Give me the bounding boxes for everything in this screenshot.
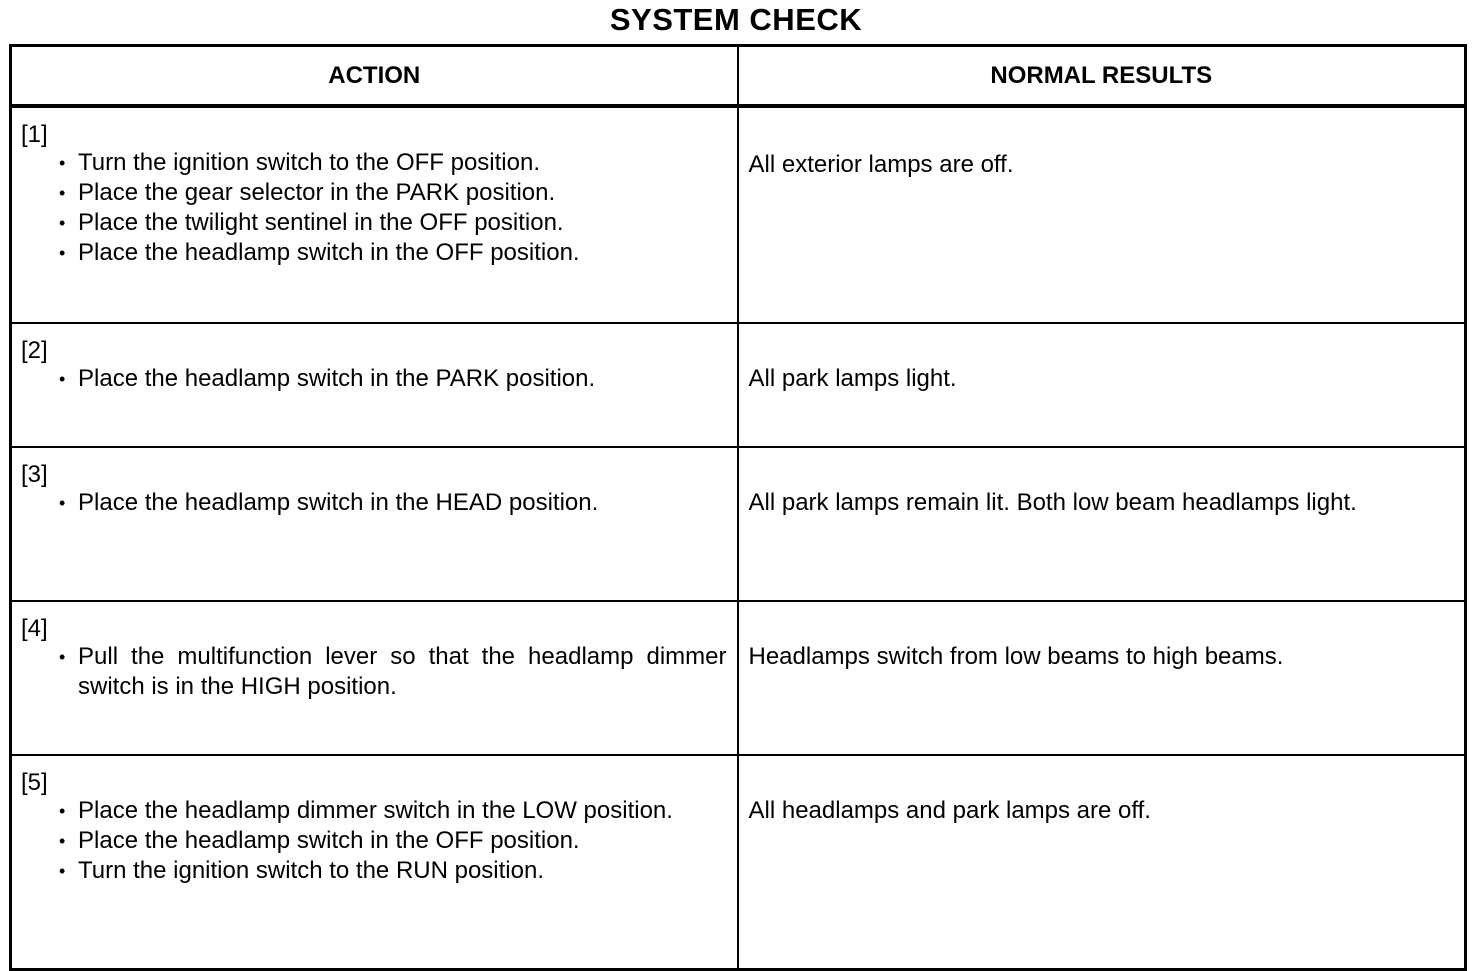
action-item: • Place the headlamp switch in the OFF position. [59, 827, 580, 854]
header-row [11, 46, 1466, 107]
table-row [11, 323, 1466, 447]
result-cell [738, 106, 1466, 323]
bullet-icon: • [59, 243, 66, 263]
result-text: Headlamps switch from low beams to high beams. [748, 643, 1284, 670]
action-cell [11, 323, 738, 447]
action-list [21, 796, 727, 886]
bullet-icon: • [59, 801, 66, 821]
table-row [11, 601, 1466, 755]
action-item: • Place the headlamp switch in the HEAD position. [59, 489, 599, 516]
result-text: All park lamps light. [748, 365, 957, 392]
action-cell [11, 755, 738, 970]
result-text: All headlamps and park lamps are off. [748, 797, 1151, 824]
result-text: All park lamps remain lit. Both low beam headlamps light. [748, 489, 1357, 516]
table-row [11, 447, 1466, 601]
action-cell [11, 601, 738, 755]
bullet-icon: • [59, 493, 66, 513]
action-cell [11, 106, 738, 323]
action-list [21, 148, 727, 268]
action-item: • Place the headlamp dimmer switch in the LOW position. [59, 797, 673, 824]
table-row [11, 106, 1466, 323]
action-item: • Place the headlamp switch in the PARK position. [59, 365, 596, 392]
bullet-icon: • [59, 369, 66, 389]
action-item: • Turn the ignition switch to the OFF position. [59, 149, 540, 176]
bullet-icon: • [59, 831, 66, 851]
step-label: [2] [21, 337, 48, 364]
step-label: [3] [21, 461, 48, 488]
bullet-icon: • [59, 183, 66, 203]
step-label: [5] [21, 769, 48, 796]
system-check-table [9, 44, 1467, 971]
result-cell [738, 447, 1466, 601]
step-label: [1] [21, 121, 48, 148]
action-list [21, 364, 727, 394]
normal-results-column-header: NORMAL RESULTS [738, 46, 1466, 107]
bullet-icon: • [59, 153, 66, 173]
action-item: • Place the headlamp switch in the OFF position. [59, 239, 580, 266]
bullet-icon: • [59, 861, 66, 881]
bullet-icon: • [59, 647, 66, 667]
action-item: • Turn the ignition switch to the RUN position. [59, 857, 544, 884]
action-cell [11, 447, 738, 601]
result-cell [738, 601, 1466, 755]
action-column-header: ACTION [11, 46, 738, 107]
result-cell [738, 323, 1466, 447]
action-item: • Place the twilight sentinel in the OFF position. [59, 209, 564, 236]
result-cell [738, 755, 1466, 970]
result-text: All exterior lamps are off. [748, 151, 1014, 178]
page-title: SYSTEM CHECK [609, 2, 863, 37]
bullet-icon: • [59, 213, 66, 233]
table-row [11, 755, 1466, 970]
action-item: • Pull the multifunction lever so that the headlamp dimmer switch is in the HIGH position. [59, 643, 727, 700]
step-label: [4] [21, 615, 48, 642]
action-list [21, 642, 727, 702]
action-list [21, 488, 727, 518]
action-item: • Place the gear selector in the PARK position. [59, 179, 556, 206]
